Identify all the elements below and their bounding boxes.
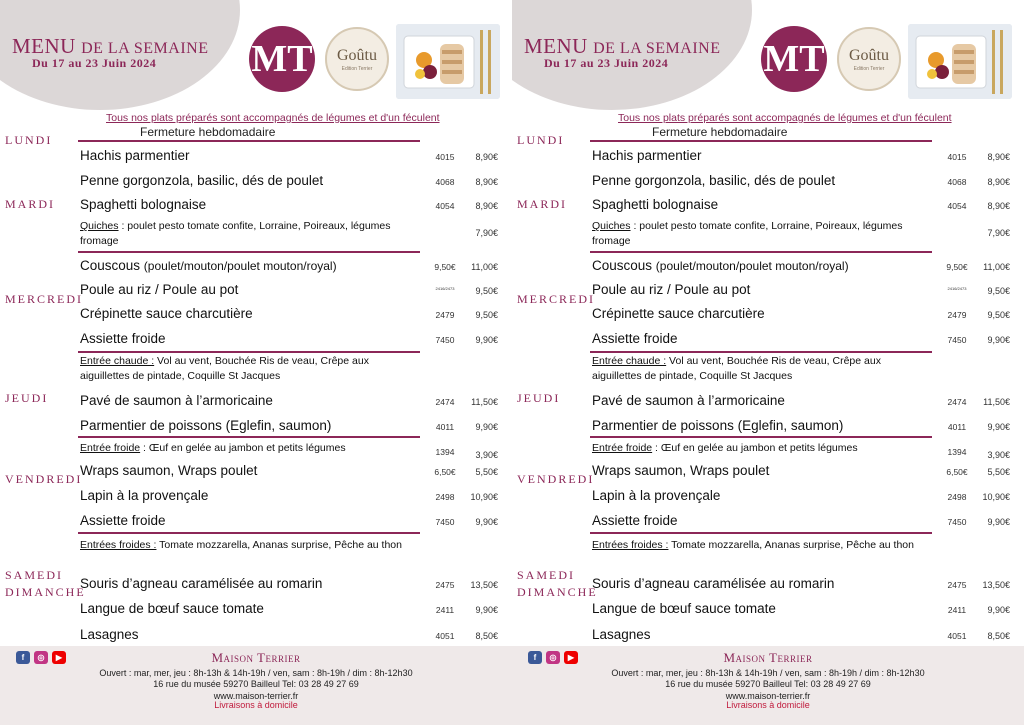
menu-item-title: Lapin à la provençale: [592, 488, 721, 503]
day-mardi: MARDI: [517, 197, 568, 211]
menu-item-price: 9,90€: [475, 517, 498, 527]
youtube-icon[interactable]: ▶: [52, 651, 66, 664]
menu-item-description: [80, 354, 420, 384]
menu-item-title: Assiette froide: [592, 331, 678, 346]
menu-item-description: [592, 354, 932, 384]
goutu-logo: [837, 27, 901, 91]
menu-item-name: [592, 306, 765, 321]
menu-item-code: 2416/2473: [947, 286, 967, 291]
menu-item-code: 2475: [435, 580, 455, 590]
menu-item-price: 10,90€: [982, 492, 1010, 502]
menu-item-title: Couscous: [80, 258, 144, 273]
menu-title-sub: DE LA SEMAINE: [593, 40, 721, 57]
menu-item-title: Wraps saumon, Wraps poulet: [80, 463, 258, 478]
menu-item-code: 7450: [947, 335, 967, 345]
menu-item-price: 9,90€: [987, 517, 1010, 527]
menu-item-title: Souris d’agneau caramélisée au romarin: [80, 576, 323, 591]
menu-item-price: 9,90€: [475, 335, 498, 345]
logo-goutu-text: Goûtu: [849, 46, 889, 64]
day-dimanche: DIMANCHE: [5, 585, 86, 599]
day-samedi: SAMEDI: [5, 568, 64, 582]
day-lundi: LUNDI: [5, 133, 53, 147]
menu-item-code: 1394: [435, 447, 455, 457]
menu-item-name: [592, 197, 718, 212]
menu-item-name: [592, 627, 651, 642]
logo-goutu-subtext: Edition Terrier: [341, 65, 373, 72]
menu-item-name: [592, 576, 834, 591]
closing-note: Fermeture hebdomadaire: [652, 125, 788, 139]
logo-goutu-text: Goûtu: [337, 46, 377, 64]
menu-item-price: 13,50€: [470, 580, 498, 590]
menu-item-name: [592, 331, 678, 346]
menu-item-details: : poulet pesto tomate confite, Lorraine, Poireaux, légumes fromage: [80, 220, 391, 247]
menu-item-price: 10,90€: [470, 492, 498, 502]
menu-item-title: Hachis parmentier: [592, 148, 702, 163]
menu-item-title: Crépinette sauce charcutière: [592, 306, 765, 321]
menu-item-code: 4011: [947, 422, 967, 432]
menu-item-code: 2475: [947, 580, 967, 590]
menu-item-price: 8,90€: [475, 177, 498, 187]
menu-item-price: 8,90€: [987, 201, 1010, 211]
menu-item-price: 9,50€: [987, 310, 1010, 320]
menu-item-price: 13,50€: [982, 580, 1010, 590]
menu-item-category: Entrées froides :: [80, 539, 157, 551]
footer: [0, 646, 512, 725]
menu-item-price: 3,90€: [475, 450, 498, 460]
menu-item-name: [80, 197, 206, 212]
menu-item-price: 7,90€: [475, 228, 498, 238]
opening-hours: Ouvert : mar, mer, jeu : 8h-13h & 14h-19h / ven, sam : 8h-19h / dim : 8h-12h30: [99, 668, 413, 678]
menu-item-name: [80, 576, 322, 591]
menu-item-price: 11,00€: [471, 262, 498, 272]
intro-note: Tous nos plats préparés sont accompagnés de légumes et d'un féculent: [618, 112, 952, 124]
menu-item-code: 2411: [947, 605, 967, 615]
menu-item-code: 6,50€: [946, 467, 968, 477]
menu-item-title: Pavé de saumon à l’armoricaine: [592, 393, 785, 408]
menu-item-code: 2474: [947, 397, 967, 407]
menu-item-code: 6,50€: [434, 467, 456, 477]
menu-item-name: [80, 282, 238, 297]
menu-item-code: 9,50€: [434, 262, 456, 272]
menu-item-name: [592, 258, 849, 273]
closing-note: Fermeture hebdomadaire: [140, 125, 276, 139]
menu-dates: Du 17 au 23 Juin 2024: [544, 56, 669, 70]
menu-page-right: [512, 0, 1024, 725]
menu-item-category: Entrée froide: [80, 442, 141, 454]
menu-item-title: Hachis parmentier: [80, 148, 190, 163]
footer: [512, 646, 1024, 725]
menu-item-title: Pavé de saumon à l’armoricaine: [80, 393, 273, 408]
menu-item-details: Vol au vent, Bouchée Ris de veau, Crêpe aux aiguillettes de pintade, Coquille St Jacques: [80, 355, 369, 382]
menu-item-category: Entrée chaude :: [80, 355, 155, 367]
menu-item-title: Lapin à la provençale: [80, 488, 209, 503]
menu-item-code: 4015: [435, 152, 455, 162]
menu-item-code: 7450: [435, 517, 455, 527]
menu-item-name: [80, 173, 323, 188]
menu-item-name: [592, 463, 769, 478]
menu-item-title: Assiette froide: [80, 513, 166, 528]
day-mardi: MARDI: [5, 197, 56, 211]
day-samedi: SAMEDI: [517, 568, 576, 582]
goutu-logo: [325, 27, 389, 91]
menu-item-code: 4015: [947, 152, 967, 162]
menu-item-title: Langue de bœuf sauce tomate: [592, 601, 776, 616]
menu-item-category: Entrée froide: [592, 442, 653, 454]
menu-item-name: [80, 513, 166, 528]
menu-item-details: : Œuf en gelée au jambon et petits légumes: [140, 442, 346, 454]
website-link[interactable]: www.maison-terrier.fr: [725, 691, 811, 701]
maison-terrier-logo: [761, 26, 827, 92]
menu-item-price: 11,00€: [983, 262, 1010, 272]
menu-title-main: MENU: [524, 34, 588, 58]
menu-item-description: [592, 538, 932, 553]
day-mercredi: MERCREDI: [517, 292, 596, 306]
day-jeudi: JEUDI: [517, 391, 561, 405]
divider: [590, 532, 932, 534]
menu-item-title: Parmentier de poissons (Eglefin, saumon): [592, 418, 844, 433]
menu-item-price: 9,50€: [475, 310, 498, 320]
menu-item-details: Tomate mozzarella, Ananas surprise, Pêche au thon: [668, 539, 914, 551]
logo-mt-text: MT: [251, 38, 313, 80]
menu-item-title: Couscous: [592, 258, 656, 273]
menu-item-title: Spaghetti bolognaise: [592, 197, 719, 212]
menu-item-description: [592, 441, 932, 456]
menu-item-code: 4054: [947, 201, 967, 211]
menu-item-title: Souris d’agneau caramélisée au romarin: [592, 576, 835, 591]
address: 16 rue du musée 59270 Bailleul Tel: 03 28 49 27 69: [665, 679, 871, 689]
intro-note: Tous nos plats préparés sont accompagnés de légumes et d'un féculent: [106, 112, 440, 124]
menu-item-details: Vol au vent, Bouchée Ris de veau, Crêpe aux aiguillettes de pintade, Coquille St Jacques: [592, 355, 881, 382]
divider: [78, 436, 420, 438]
menu-item-code: 2479: [435, 310, 455, 320]
logo-mt-text: MT: [763, 38, 825, 80]
divider: [78, 351, 420, 353]
menu-item-title: Spaghetti bolognaise: [80, 197, 207, 212]
menu-item-name: [592, 173, 835, 188]
menu-item-name: [592, 148, 702, 163]
menu-item-title: Assiette froide: [80, 331, 166, 346]
menu-item-price: 8,90€: [475, 201, 498, 211]
menu-item-title: Crépinette sauce charcutière: [80, 306, 253, 321]
divider: [590, 436, 932, 438]
day-dimanche: DIMANCHE: [517, 585, 598, 599]
menu-item-description: [80, 538, 420, 553]
menu-item-code: 2498: [947, 492, 967, 502]
menu-item-name: [80, 418, 331, 433]
day-lundi: LUNDI: [517, 133, 565, 147]
menu-item-code: 2479: [947, 310, 967, 320]
menu-item-title: Langue de bœuf sauce tomate: [80, 601, 264, 616]
menu-item-name: [592, 488, 720, 503]
menu-item-price: 3,90€: [987, 450, 1010, 460]
menu-item-price: 9,90€: [987, 335, 1010, 345]
instagram-icon[interactable]: ◎: [546, 651, 560, 664]
menu-item-price: 5,50€: [475, 467, 498, 477]
menu-item-name: [80, 148, 190, 163]
menu-item-code: 2416/2473: [435, 286, 455, 291]
instagram-icon[interactable]: ◎: [34, 651, 48, 664]
day-mercredi: MERCREDI: [5, 292, 84, 306]
menu-item-title: Penne gorgonzola, basilic, dés de poulet: [592, 173, 836, 188]
opening-hours: Ouvert : mar, mer, jeu : 8h-13h & 14h-19h / ven, sam : 8h-19h / dim : 8h-12h30: [611, 668, 925, 678]
menu-item-title: Wraps saumon, Wraps poulet: [592, 463, 770, 478]
meal-photo: [908, 24, 1012, 99]
menu-item-details: Tomate mozzarella, Ananas surprise, Pêche au thon: [156, 539, 402, 551]
menu-item-code: 4051: [947, 631, 967, 641]
menu-item-price: 8,90€: [987, 177, 1010, 187]
menu-item-price: 8,50€: [987, 631, 1010, 641]
facebook-icon[interactable]: f: [528, 651, 542, 664]
menu-item-code: 1394: [947, 447, 967, 457]
address: 16 rue du musée 59270 Bailleul Tel: 03 28 49 27 69: [153, 679, 359, 689]
logo-goutu-subtext: Edition Terrier: [853, 65, 885, 72]
menu-item-title: Poule au riz / Poule au pot: [592, 282, 751, 297]
menu-item-code: 4068: [435, 177, 455, 187]
menu-item-details: : poulet pesto tomate confite, Lorraine, Poireaux, légumes fromage: [592, 220, 903, 247]
menu-item-title: Lasagnes: [592, 627, 651, 642]
menu-item-title: Lasagnes: [80, 627, 139, 642]
menu-item-code: 2474: [435, 397, 455, 407]
divider: [78, 251, 420, 253]
menu-item-code: 2411: [435, 605, 455, 615]
divider: [590, 251, 932, 253]
day-jeudi: JEUDI: [5, 391, 49, 405]
menu-item-name: [592, 418, 843, 433]
menu-item-price: 8,50€: [475, 631, 498, 641]
menu-item-price: 8,90€: [475, 152, 498, 162]
menu-item-code: 7450: [947, 517, 967, 527]
menu-item-price: 5,50€: [987, 467, 1010, 477]
menu-item-code: 4068: [947, 177, 967, 187]
menu-item-code: 4011: [435, 422, 455, 432]
menu-item-name: [592, 393, 785, 408]
menu-item-name: [592, 513, 678, 528]
day-vendredi: VENDREDI: [517, 472, 595, 486]
menu-item-description: [80, 441, 420, 456]
menu-title-main: MENU: [12, 34, 76, 58]
divider: [78, 140, 420, 142]
meal-photo: [396, 24, 500, 99]
menu-item-name: [80, 488, 208, 503]
menu-item-variants: (poulet/mouton/poulet mouton/royal): [143, 259, 337, 273]
menu-item-name: [80, 331, 166, 346]
menu-item-code: 2498: [435, 492, 455, 502]
day-vendredi: VENDREDI: [5, 472, 83, 486]
menu-item-price: 11,50€: [983, 397, 1010, 407]
menu-item-variants: (poulet/mouton/poulet mouton/royal): [655, 259, 849, 273]
footer-brand: Maison Terrier: [723, 650, 813, 665]
divider: [590, 140, 932, 142]
menu-item-code: 4054: [435, 201, 455, 211]
menu-item-category: Entrée chaude :: [592, 355, 667, 367]
menu-item-name: [80, 258, 337, 273]
divider: [78, 532, 420, 534]
menu-item-details: : Œuf en gelée au jambon et petits légumes: [652, 442, 858, 454]
menu-item-name: [80, 601, 264, 616]
menu-item-price: 8,90€: [987, 152, 1010, 162]
divider: [590, 351, 932, 353]
menu-item-title: Poule au riz / Poule au pot: [80, 282, 239, 297]
youtube-icon[interactable]: ▶: [564, 651, 578, 664]
facebook-icon[interactable]: f: [16, 651, 30, 664]
maison-terrier-logo: [249, 26, 315, 92]
website-link[interactable]: www.maison-terrier.fr: [213, 691, 299, 701]
menu-item-code: 9,50€: [946, 262, 968, 272]
menu-item-title: Penne gorgonzola, basilic, dés de poulet: [80, 173, 324, 188]
menu-item-name: [80, 393, 273, 408]
menu-item-price: 11,50€: [471, 397, 498, 407]
menu-item-category: Quiches: [80, 220, 119, 232]
menu-item-price: 9,90€: [475, 422, 498, 432]
menu-item-category: Entrées froides :: [592, 539, 669, 551]
menu-item-name: [80, 627, 139, 642]
menu-item-title: Assiette froide: [592, 513, 678, 528]
menu-item-price: 7,90€: [987, 228, 1010, 238]
menu-title-sub: DE LA SEMAINE: [81, 40, 209, 57]
menu-item-price: 9,90€: [987, 605, 1010, 615]
menu-item-name: [80, 463, 257, 478]
menu-item-name: [592, 282, 750, 297]
menu-item-code: 4051: [435, 631, 455, 641]
delivery-note: Livraisons à domicile: [726, 700, 810, 710]
menu-item-name: [592, 601, 776, 616]
menu-item-price: 9,90€: [987, 422, 1010, 432]
menu-item-code: 7450: [435, 335, 455, 345]
menu-item-category: Quiches: [592, 220, 631, 232]
menu-item-description: [592, 219, 932, 249]
menu-item-description: [80, 219, 420, 249]
menu-item-title: Parmentier de poissons (Eglefin, saumon): [80, 418, 332, 433]
menu-item-price: 9,50€: [475, 286, 498, 296]
menu-item-name: [80, 306, 253, 321]
footer-brand: Maison Terrier: [211, 650, 301, 665]
menu-item-price: 9,90€: [475, 605, 498, 615]
menu-item-price: 9,50€: [987, 286, 1010, 296]
menu-dates: Du 17 au 23 Juin 2024: [32, 56, 157, 70]
delivery-note: Livraisons à domicile: [214, 700, 298, 710]
